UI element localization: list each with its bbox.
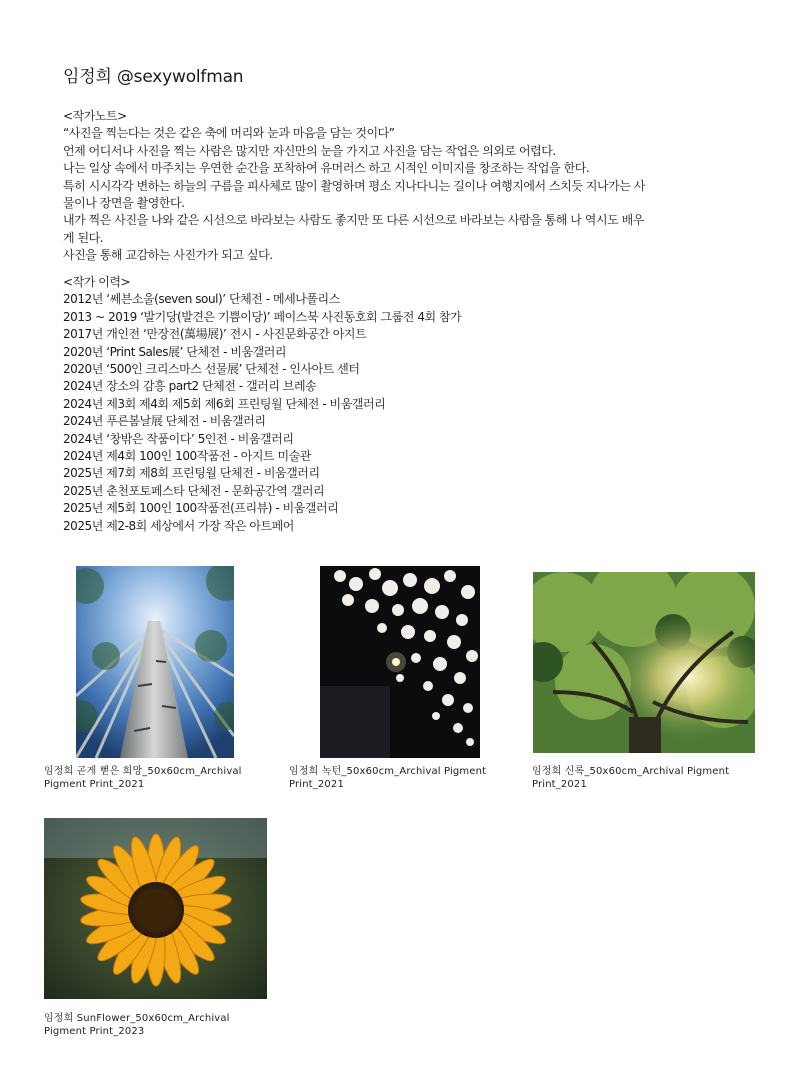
notes-line: 나는 일상 속에서 마주치는 우연한 순간을 포착하여 유머러스 하고 시적인 이미지를 창조하는 작업을 한다. <box>63 161 590 176</box>
cv-heading: <작가 이력> <box>63 275 131 289</box>
notes-heading: <작가노트> <box>63 109 127 123</box>
notes-line: 물이나 장면을 촬영한다. <box>63 196 185 211</box>
cv-item: 2024년 ‘창밖은 작품이다’ 5인전 - 비움갤러리 <box>63 431 294 446</box>
artwork-caption: 임정희 SunFlower_50x60cm_Archival Pigment Print_2023 <box>44 1013 230 1037</box>
notes-line: 내가 찍은 사진을 나와 같은 시선으로 바라보는 사람도 좋지만 또 다른 시선으로 바라보는 사람을 통해 나 역시도 배우 <box>63 213 644 228</box>
notes-line: “사진을 찍는다는 것은 같은 축에 머리와 눈과 마음을 담는 것이다” <box>63 126 395 141</box>
cv-item: 2024년 제4회 100인 100작품전 - 아지트 미술관 <box>63 449 311 464</box>
cv-item: 2020년 ‘Print Sales展’ 단체전 - 비움갤러리 <box>63 344 287 359</box>
cv-item: 2025년 춘천포토페스타 단체전 - 문화공간역 갤러리 <box>63 483 325 498</box>
cv-item: 2025년 제5회 100인 100작품전(프리뷰) - 비움갤러리 <box>63 501 339 516</box>
cv-item: 2012년 ‘쎄븐소울(seven soul)’ 단체전 - 메세나폴리스 <box>63 292 340 307</box>
notes-line: 게 된다. <box>63 230 104 245</box>
artwork-caption: 임정희 곧게 뻗은 희망_50x60cm_Archival Pigment Print_2021 <box>44 766 242 790</box>
cv-item: 2024년 푸른봄날展 단체전 - 비움갤러리 <box>63 414 266 429</box>
notes-line: 사진을 통해 교감하는 사진가가 되고 싶다. <box>63 248 273 263</box>
notes-line: 특히 시시각각 변하는 하늘의 구름을 피사체로 많이 촬영하며 평소 지나다니는 길이나 여행지에서 스치듯 지나가는 사 <box>63 178 645 193</box>
cv-item: 2013 ~ 2019 ‘발기당(발견은 기쁨이당)’ 페이스북 사진동호회 그룹전 4회 참가 <box>63 309 462 324</box>
cv-item: 2017년 개인전 ‘만장전(萬場展)’ 전시 - 사진문화공간 아지트 <box>63 327 367 342</box>
green-tree-canopy-photo <box>533 572 755 753</box>
cv-item: 2020년 ‘500인 크리스마스 선물展’ 단체전 - 인사아트 센터 <box>63 362 360 377</box>
notes-line: 언제 어디서나 사진을 찍는 사람은 많지만 자신만의 눈을 가지고 사진을 담는 작업은 의외로 어렵다. <box>63 143 556 158</box>
night-cherry-blossom-photo <box>320 566 480 758</box>
birch-trees-photo <box>76 566 234 758</box>
artist-title: 임정희 @sexywolfman <box>63 67 244 87</box>
cv-item: 2025년 제7회 제8회 프린팅월 단체전 - 비움갤러리 <box>63 466 320 481</box>
sunflower-photo <box>44 818 267 999</box>
cv-item: 2024년 제3회 제4회 제5회 제6회 프린팅월 단체전 - 비움갤러리 <box>63 396 386 411</box>
artist-notes <box>63 108 743 265</box>
artwork-caption: 임정희 녹턴_50x60cm_Archival Pigment Print_2021 <box>289 766 487 790</box>
cv-item: 2025년 제2-8회 세상에서 가장 작은 아트페어 <box>63 518 294 533</box>
artwork-caption: 임정희 신록_50x60cm_Archival Pigment Print_2021 <box>532 766 730 790</box>
artist-cv <box>63 274 743 535</box>
cv-item: 2024년 장소의 감흥 part2 단체전 - 갤러리 브레송 <box>63 379 317 394</box>
